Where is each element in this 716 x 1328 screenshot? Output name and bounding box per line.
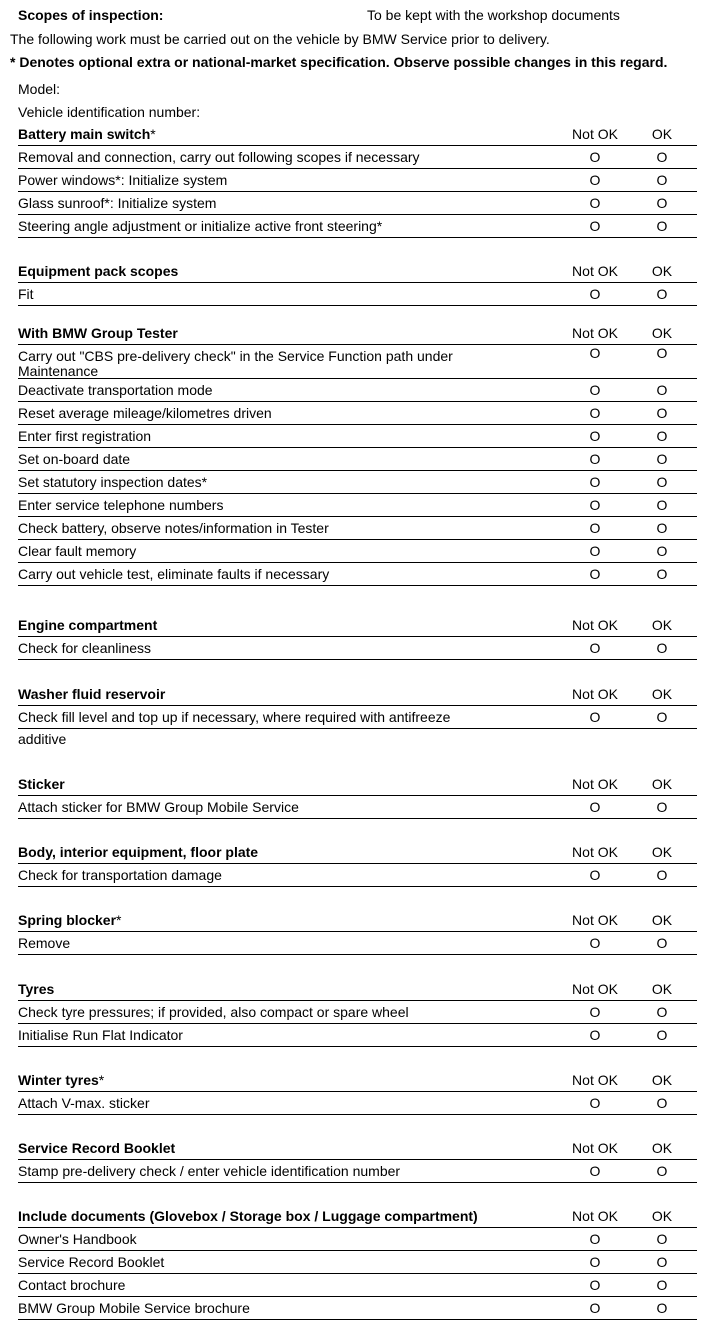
ok-checkbox[interactable]: O — [656, 1095, 668, 1111]
ok-checkbox[interactable]: O — [656, 405, 668, 421]
section-header — [18, 1205, 697, 1228]
col-ok-header: OK — [651, 776, 673, 792]
item-label: Service Record Booklet — [18, 1254, 165, 1270]
checklist-row — [18, 192, 697, 215]
item-label: Glass sunroof*: Initialize system — [18, 195, 217, 211]
ok-checkbox[interactable]: O — [656, 195, 668, 211]
ok-checkbox[interactable]: O — [656, 218, 668, 234]
not-ok-checkbox[interactable]: O — [589, 474, 601, 490]
ok-checkbox[interactable]: O — [656, 345, 668, 361]
col-not-ok-header: Not OK — [572, 844, 618, 860]
col-ok-header: OK — [651, 1208, 673, 1224]
section-9 — [18, 1069, 697, 1115]
ok-checkbox[interactable]: O — [656, 382, 668, 398]
checklist-row — [18, 1160, 697, 1183]
section-header — [18, 614, 697, 637]
item-label: Carry out vehicle test, eliminate faults if necessary — [18, 566, 330, 582]
section-6 — [18, 841, 697, 887]
checklist-row — [18, 637, 697, 660]
section-title-text: Service Record Booklet — [18, 1140, 176, 1156]
ok-checkbox[interactable]: O — [656, 709, 668, 725]
not-ok-checkbox[interactable]: O — [589, 520, 601, 536]
item-label: BMW Group Mobile Service brochure — [18, 1300, 250, 1316]
section-title-text: Sticker — [18, 776, 65, 792]
col-not-ok-header: Not OK — [572, 126, 618, 142]
ok-checkbox[interactable]: O — [656, 1004, 668, 1020]
section-title-suffix: * — [98, 1072, 105, 1088]
checklist-row — [18, 494, 697, 517]
ok-checkbox[interactable]: O — [656, 474, 668, 490]
item-label: Owner's Handbook — [18, 1231, 137, 1247]
item-label: Clear fault memory — [18, 543, 137, 559]
ok-checkbox[interactable]: O — [656, 497, 668, 513]
item-label: Carry out "CBS pre-delivery check" in the Service Function path under Maintenance — [18, 348, 453, 379]
col-ok-header: OK — [651, 263, 673, 279]
checklist-row — [18, 932, 697, 955]
checklist-row — [18, 1001, 697, 1024]
item-label: Contact brochure — [18, 1277, 126, 1293]
checklist-row — [18, 448, 697, 471]
section-10 — [18, 1137, 697, 1183]
col-not-ok-header: Not OK — [572, 263, 618, 279]
ok-checkbox[interactable]: O — [656, 1254, 668, 1270]
checklist-row — [18, 379, 697, 402]
ok-checkbox[interactable]: O — [656, 640, 668, 656]
item-label: Check battery, observe notes/information in Tester — [18, 520, 329, 536]
ok-checkbox[interactable]: O — [656, 172, 668, 188]
not-ok-checkbox[interactable]: O — [589, 1163, 601, 1179]
section-2 — [18, 322, 697, 586]
section-4 — [18, 683, 697, 747]
item-label: Initialise Run Flat Indicator — [18, 1027, 183, 1043]
col-ok-header: OK — [651, 617, 673, 633]
section-8 — [18, 978, 697, 1047]
section-title-text: Equipment pack scopes — [18, 263, 179, 279]
section-7 — [18, 909, 697, 955]
checklist-row — [18, 1092, 697, 1115]
col-ok-header: OK — [651, 126, 673, 142]
checklist-row — [18, 1274, 697, 1297]
section-title-text: Tyres — [18, 981, 55, 997]
checklist-row — [18, 169, 697, 192]
not-ok-checkbox[interactable]: O — [589, 428, 601, 444]
checklist-row — [18, 425, 697, 448]
not-ok-checkbox[interactable]: O — [589, 867, 601, 883]
ok-checkbox[interactable]: O — [656, 566, 668, 582]
checklist-row — [18, 1297, 697, 1320]
not-ok-checkbox[interactable]: O — [589, 149, 601, 165]
section-header — [18, 909, 697, 932]
col-ok-header: OK — [651, 912, 673, 928]
not-ok-checkbox[interactable]: O — [589, 1027, 601, 1043]
item-label: Check for transportation damage — [18, 867, 222, 883]
not-ok-checkbox[interactable]: O — [589, 1004, 601, 1020]
keep-note: To be kept with the workshop documents — [367, 7, 620, 23]
scopes-label: Scopes of inspection: — [18, 7, 164, 23]
col-ok-header: OK — [651, 1072, 673, 1088]
checklist-row — [18, 706, 697, 747]
ok-checkbox[interactable]: O — [656, 935, 668, 951]
not-ok-checkbox[interactable]: O — [589, 640, 601, 656]
item-label: Set statutory inspection dates* — [18, 474, 208, 490]
checklist-row — [18, 471, 697, 494]
checklist-row — [18, 796, 697, 819]
col-not-ok-header: Not OK — [572, 325, 618, 341]
checklist-row — [18, 1228, 697, 1251]
col-not-ok-header: Not OK — [572, 776, 618, 792]
section-header — [18, 683, 697, 706]
checklist-row — [18, 215, 697, 238]
col-not-ok-header: Not OK — [572, 686, 618, 702]
not-ok-checkbox[interactable]: O — [589, 709, 601, 725]
col-ok-header: OK — [651, 844, 673, 860]
item-label: Fit — [18, 286, 34, 302]
ok-checkbox[interactable]: O — [656, 149, 668, 165]
item-label: Steering angle adjustment or initialize active front steering* — [18, 218, 383, 234]
ok-checkbox[interactable]: O — [656, 1163, 668, 1179]
not-ok-checkbox[interactable]: O — [589, 345, 601, 361]
not-ok-checkbox[interactable]: O — [589, 1277, 601, 1293]
section-header — [18, 978, 697, 1001]
section-header — [18, 773, 697, 796]
section-title-text: Include documents (Glovebox / Storage box / Luggage compartment) — [18, 1208, 478, 1224]
checklist-row — [18, 1251, 697, 1274]
col-not-ok-header: Not OK — [572, 617, 618, 633]
section-header — [18, 123, 697, 146]
section-title-text: With BMW Group Tester — [18, 325, 178, 341]
item-label: Check tyre pressures; if provided, also compact or spare wheel — [18, 1004, 409, 1020]
item-label: Deactivate transportation mode — [18, 382, 213, 398]
col-not-ok-header: Not OK — [572, 1208, 618, 1224]
section-title-text: Washer fluid reservoir — [18, 686, 166, 702]
item-label: Check for cleanliness — [18, 640, 152, 656]
checklist-row — [18, 283, 697, 306]
item-label: Attach sticker for BMW Group Mobile Service — [18, 799, 299, 815]
item-label: Enter first registration — [18, 428, 152, 444]
section-title-text: Battery main switch — [18, 126, 151, 142]
not-ok-checkbox[interactable]: O — [589, 1231, 601, 1247]
model-label: Model: — [18, 81, 61, 97]
col-not-ok-header: Not OK — [572, 1072, 618, 1088]
ok-checkbox[interactable]: O — [656, 867, 668, 883]
col-ok-header: OK — [651, 1140, 673, 1156]
not-ok-checkbox[interactable]: O — [589, 218, 601, 234]
checklist-row — [18, 146, 697, 169]
not-ok-checkbox[interactable]: O — [589, 543, 601, 559]
checklist-row — [18, 402, 697, 425]
col-ok-header: OK — [651, 686, 673, 702]
item-label: Set on-board date — [18, 451, 131, 467]
vin-label: Vehicle identification number: — [18, 104, 201, 120]
section-title-text: Body, interior equipment, floor plate — [18, 844, 259, 860]
not-ok-checkbox[interactable]: O — [589, 566, 601, 582]
col-not-ok-header: Not OK — [572, 1140, 618, 1156]
not-ok-checkbox[interactable]: O — [589, 172, 601, 188]
not-ok-checkbox[interactable]: O — [589, 935, 601, 951]
not-ok-checkbox[interactable]: O — [589, 799, 601, 815]
section-5 — [18, 773, 697, 819]
not-ok-checkbox[interactable]: O — [589, 497, 601, 513]
not-ok-checkbox[interactable]: O — [589, 1095, 601, 1111]
optional-note: * Denotes optional extra or national-market specification. Observe possible changes in this regard. — [10, 54, 668, 70]
section-header — [18, 260, 697, 283]
checklist-row — [18, 563, 697, 586]
section-title-suffix: * — [116, 912, 122, 928]
ok-checkbox[interactable]: O — [656, 1277, 668, 1293]
not-ok-checkbox[interactable]: O — [589, 286, 601, 302]
section-header — [18, 1137, 697, 1160]
item-label: Removal and connection, carry out following scopes if necessary — [18, 149, 420, 165]
checklist-row — [18, 517, 697, 540]
not-ok-checkbox[interactable]: O — [589, 405, 601, 421]
intro-text: The following work must be carried out on the vehicle by BMW Service prior to delivery. — [10, 31, 550, 47]
checklist-row — [18, 1024, 697, 1047]
item-label: Remove — [18, 935, 71, 951]
item-label: Attach V-max. sticker — [18, 1095, 150, 1111]
ok-checkbox[interactable]: O — [656, 543, 668, 559]
section-title-text: Engine compartment — [18, 617, 158, 633]
col-not-ok-header: Not OK — [572, 981, 618, 997]
ok-checkbox[interactable]: O — [656, 799, 668, 815]
not-ok-checkbox[interactable]: O — [589, 1254, 601, 1270]
section-1 — [18, 260, 697, 306]
ok-checkbox[interactable]: O — [656, 428, 668, 444]
checklist-row — [18, 864, 697, 887]
section-title-text: Spring blocker — [18, 912, 117, 928]
section-title-suffix: * — [150, 126, 156, 142]
item-label: Check fill level and top up if necessary, where required with antifreeze additive — [18, 709, 451, 747]
ok-checkbox[interactable]: O — [656, 1300, 668, 1316]
ok-checkbox[interactable]: O — [656, 520, 668, 536]
not-ok-checkbox[interactable]: O — [589, 1300, 601, 1316]
section-3 — [18, 614, 697, 660]
not-ok-checkbox[interactable]: O — [589, 451, 601, 467]
item-label: Reset average mileage/kilometres driven — [18, 405, 272, 421]
col-ok-header: OK — [651, 325, 673, 341]
ok-checkbox[interactable]: O — [656, 1231, 668, 1247]
section-header — [18, 1069, 697, 1092]
section-11 — [18, 1205, 697, 1320]
checklist-row — [18, 345, 697, 379]
section-0 — [18, 123, 697, 238]
section-header — [18, 841, 697, 864]
section-title-text: Winter tyres — [18, 1072, 99, 1088]
ok-checkbox[interactable]: O — [656, 286, 668, 302]
col-not-ok-header: Not OK — [572, 912, 618, 928]
ok-checkbox[interactable]: O — [656, 451, 668, 467]
not-ok-checkbox[interactable]: O — [589, 195, 601, 211]
checklist-row — [18, 540, 697, 563]
item-label: Power windows*: Initialize system — [18, 172, 228, 188]
ok-checkbox[interactable]: O — [656, 1027, 668, 1043]
col-ok-header: OK — [651, 981, 673, 997]
item-label: Enter service telephone numbers — [18, 497, 224, 513]
item-label: Stamp pre-delivery check / enter vehicle identification number — [18, 1163, 401, 1179]
not-ok-checkbox[interactable]: O — [589, 382, 601, 398]
